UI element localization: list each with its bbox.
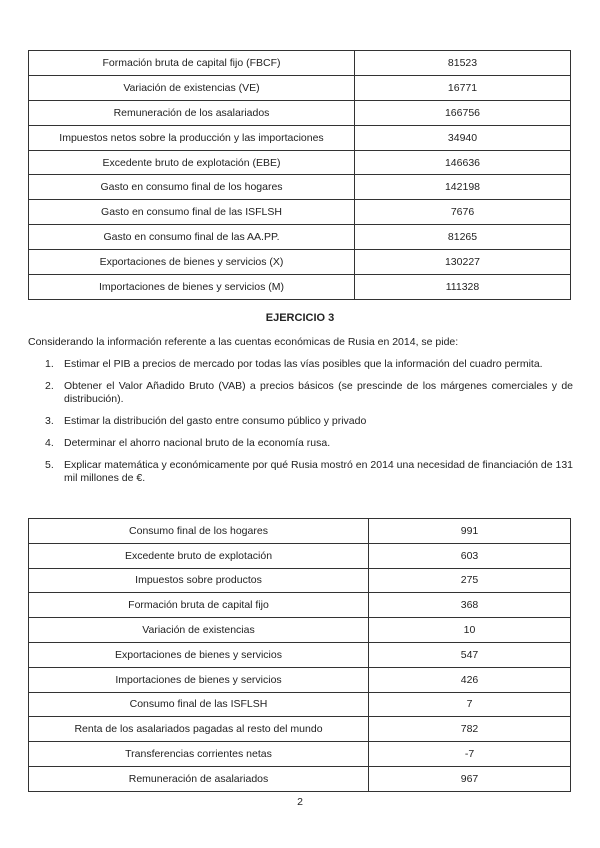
exercise-intro: Considerando la información referente a las cuentas económicas de Rusia en 2014, se pide: — [28, 336, 459, 348]
national-accounts-table-1 — [28, 50, 571, 300]
row-label: Transferencias corrientes netas — [29, 742, 369, 767]
row-value: -7 — [369, 742, 571, 767]
row-value: 603 — [369, 543, 571, 568]
table-row — [29, 766, 571, 791]
row-value: 166756 — [355, 100, 571, 125]
row-label: Impuestos sobre productos — [29, 568, 369, 593]
row-label: Excedente bruto de explotación — [29, 543, 369, 568]
row-value: 7676 — [355, 200, 571, 225]
task-text: Explicar matemática y económicamente por qué Rusia mostró en 2014 una necesidad de financiación de 131 mil millones de €. — [64, 459, 573, 484]
row-value: 130227 — [355, 250, 571, 275]
row-value: 7 — [369, 692, 571, 717]
row-value: 81265 — [355, 225, 571, 250]
task-number: 4. — [45, 437, 54, 449]
row-label: Importaciones de bienes y servicios — [29, 667, 369, 692]
row-label: Remuneración de asalariados — [29, 766, 369, 791]
table-row — [29, 642, 571, 667]
row-label: Consumo final de los hogares — [29, 519, 369, 544]
row-label: Impuestos netos sobre la producción y las importaciones — [29, 125, 355, 150]
row-label: Importaciones de bienes y servicios (M) — [29, 275, 355, 300]
table-row — [29, 275, 571, 300]
list-item — [28, 358, 573, 371]
exercise-task-list — [28, 358, 573, 494]
table-row — [29, 125, 571, 150]
list-item — [28, 415, 573, 428]
row-value: 16771 — [355, 75, 571, 100]
row-value: 142198 — [355, 175, 571, 200]
table-row — [29, 543, 571, 568]
row-value: 275 — [369, 568, 571, 593]
table-row — [29, 100, 571, 125]
table-row — [29, 742, 571, 767]
table-row — [29, 150, 571, 175]
task-text: Obtener el Valor Añadido Bruto (VAB) a precios básicos (se prescinde de los márgenes comerciales y de distribución). — [64, 380, 573, 405]
row-value: 111328 — [355, 275, 571, 300]
row-value: 547 — [369, 642, 571, 667]
table-row — [29, 225, 571, 250]
task-number: 3. — [45, 415, 54, 427]
table-row — [29, 593, 571, 618]
task-number: 5. — [45, 459, 54, 471]
table-row — [29, 75, 571, 100]
row-label: Formación bruta de capital fijo (FBCF) — [29, 51, 355, 76]
table-row — [29, 618, 571, 643]
list-item — [28, 380, 573, 406]
task-number: 1. — [45, 358, 54, 370]
task-number: 2. — [45, 380, 54, 392]
row-label: Consumo final de las ISFLSH — [29, 692, 369, 717]
list-item — [28, 459, 573, 485]
table-row — [29, 250, 571, 275]
row-label: Variación de existencias (VE) — [29, 75, 355, 100]
table-row — [29, 568, 571, 593]
table-row — [29, 692, 571, 717]
row-label: Gasto en consumo final de las AA.PP. — [29, 225, 355, 250]
row-value: 426 — [369, 667, 571, 692]
row-label: Gasto en consumo final de las ISFLSH — [29, 200, 355, 225]
page-number: 2 — [297, 796, 303, 808]
row-value: 146636 — [355, 150, 571, 175]
row-label: Excedente bruto de explotación (EBE) — [29, 150, 355, 175]
table-row — [29, 519, 571, 544]
row-label: Formación bruta de capital fijo — [29, 593, 369, 618]
row-value: 81523 — [355, 51, 571, 76]
row-value: 967 — [369, 766, 571, 791]
row-value: 10 — [369, 618, 571, 643]
table-row — [29, 51, 571, 76]
row-value: 991 — [369, 519, 571, 544]
exercise-heading: EJERCICIO 3 — [265, 312, 335, 324]
table-row — [29, 200, 571, 225]
russia-accounts-table — [28, 518, 571, 792]
list-item — [28, 437, 573, 450]
row-label: Variación de existencias — [29, 618, 369, 643]
table-row — [29, 667, 571, 692]
row-label: Renta de los asalariados pagadas al resto del mundo — [29, 717, 369, 742]
task-text: Estimar la distribución del gasto entre consumo público y privado — [64, 415, 367, 427]
task-text: Determinar el ahorro nacional bruto de la economía rusa. — [64, 437, 331, 449]
row-value: 782 — [369, 717, 571, 742]
row-label: Remuneración de los asalariados — [29, 100, 355, 125]
row-label: Exportaciones de bienes y servicios — [29, 642, 369, 667]
task-text: Estimar el PIB a precios de mercado por todas las vías posibles que la información del cuadro permita. — [64, 358, 543, 370]
row-label: Gasto en consumo final de los hogares — [29, 175, 355, 200]
row-value: 34940 — [355, 125, 571, 150]
table-row — [29, 175, 571, 200]
table-row — [29, 717, 571, 742]
row-value: 368 — [369, 593, 571, 618]
row-label: Exportaciones de bienes y servicios (X) — [29, 250, 355, 275]
